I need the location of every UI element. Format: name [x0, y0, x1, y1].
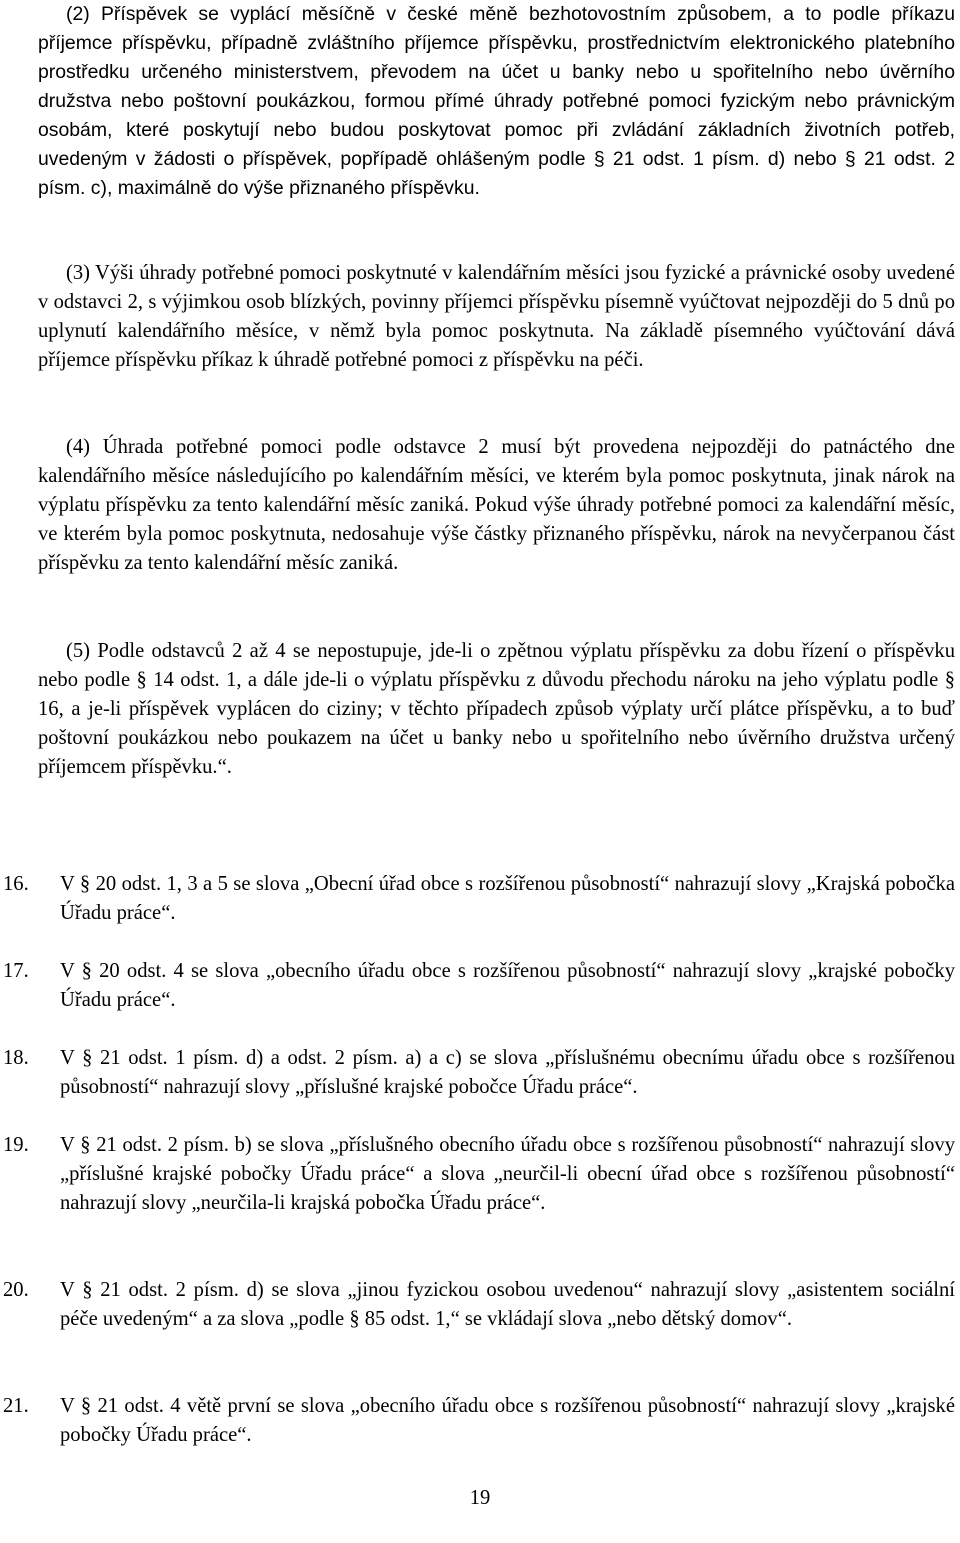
item-text: V § 20 odst. 4 se slova „obecního úřadu obce s rozšířenou působností“ nahrazují slovy „krajské pobočky Úřadu práce“.	[60, 960, 955, 1011]
item-number: 18.	[3, 1047, 29, 1069]
page-number: 19	[469, 1487, 491, 1509]
paragraph-2: (2) Příspěvek se vyplácí měsíčně v české měně bezhotovostním způsobem, a to podle příkazu příjemce příspěvku, případně zvláštního příjemce příspěvku, prostřednictvím elektronického platebního prostředku určeného ministerstvem, převodem na účet u banky nebo u spořitelního nebo úvěrního družstva nebo poštovní poukázkou, formou přímé úhrady potřebné pomoci fyzickým nebo právnickým osobám, které poskytují nebo budou poskytovat pomoc při zvládání základních životních potřeb, uvedeným v žádosti o příspěvek, popřípadě ohlášeným podle § 21 odst. 1 písm. d) nebo § 21 odst. 2 písm. c), maximálně do výše přiznaného příspěvku.	[38, 3, 955, 199]
paragraph-4: (4) Úhrada potřebné pomoci podle odstavce 2 musí být provedena nejpozději do patnáctého dne kalendářního měsíce následujícího po kalendářním měsíci, ve kterém byla pomoc poskytnuta, jinak nárok na výplatu příspěvku za tento kalendářní měsíc zaniká. Pokud výše úhrady potřebné pomoci za kalendářní měsíc, ve kterém byla pomoc poskytnuta, nedosahuje výše částky přiznaného příspěvku, nárok na nevyčerpanou část příspěvku za tento kalendářní měsíc zaniká.	[38, 436, 955, 574]
item-text: V § 20 odst. 1, 3 a 5 se slova „Obecní úřad obce s rozšířenou působností“ nahrazují slovy „Krajská pobočka Úřadu práce“.	[60, 873, 955, 924]
item-number: 21.	[3, 1395, 29, 1417]
item-number: 20.	[3, 1279, 29, 1301]
item-text: V § 21 odst. 1 písm. d) a odst. 2 písm. a) a c) se slova „příslušnému obecnímu úřadu obce s rozšířenou působností“ nahrazují slovy „příslušné krajské pobočce Úřadu práce“.	[60, 1047, 955, 1098]
item-text: V § 21 odst. 2 písm. d) se slova „jinou fyzickou osobou uvedenou“ nahrazují slovy „asistentem sociální péče uvedeným“ a za slova „podle § 85 odst. 1,“ se vkládají slova „nebo dětský domov“.	[60, 1279, 955, 1330]
paragraph-3: (3) Výši úhrady potřebné pomoci poskytnuté v kalendářním měsíci jsou fyzické a právnické osoby uvedené v odstavci 2, s výjimkou osob blízkých, povinny příjemci příspěvku písemně vyúčtovat nejpozději do 5 dnů po uplynutí kalendářního měsíce, v němž byla pomoc poskytnuta. Na základě písemného vyúčtování dává příjemce příspěvku příkaz k úhradě potřebné pomoci z příspěvku na péči.	[38, 262, 955, 371]
item-text: V § 21 odst. 4 větě první se slova „obecního úřadu obce s rozšířenou působností“ nahrazují slovy „krajské pobočky Úřadu práce“.	[60, 1395, 955, 1446]
paragraph-5: (5) Podle odstavců 2 až 4 se nepostupuje, jde-li o zpětnou výplatu příspěvku za dobu řízení o příspěvku nebo podle § 14 odst. 1, a dále jde-li o výplatu příspěvku z důvodu přechodu nároku na jeho výplatu podle § 16, a je-li příspěvek vyplácen do ciziny; v těchto případech způsob výplaty určí plátce příspěvku, a to buď poštovní poukázkou nebo poukazem na účet u banky nebo u spořitelního nebo úvěrního družstva určený příjemcem příspěvku.“.	[38, 640, 955, 778]
item-number: 19.	[3, 1134, 29, 1156]
item-number: 16.	[3, 873, 29, 895]
item-text: V § 21 odst. 2 písm. b) se slova „příslušného obecního úřadu obce s rozšířenou působností“ nahrazují slovy „příslušné krajské pobočky Úřadu práce“ a slova „neurčil-li obecní úřad obce s rozšířenou působností“ nahrazují slovy „neurčila-li krajská pobočka Úřadu práce“.	[60, 1134, 955, 1214]
item-number: 17.	[3, 960, 29, 982]
